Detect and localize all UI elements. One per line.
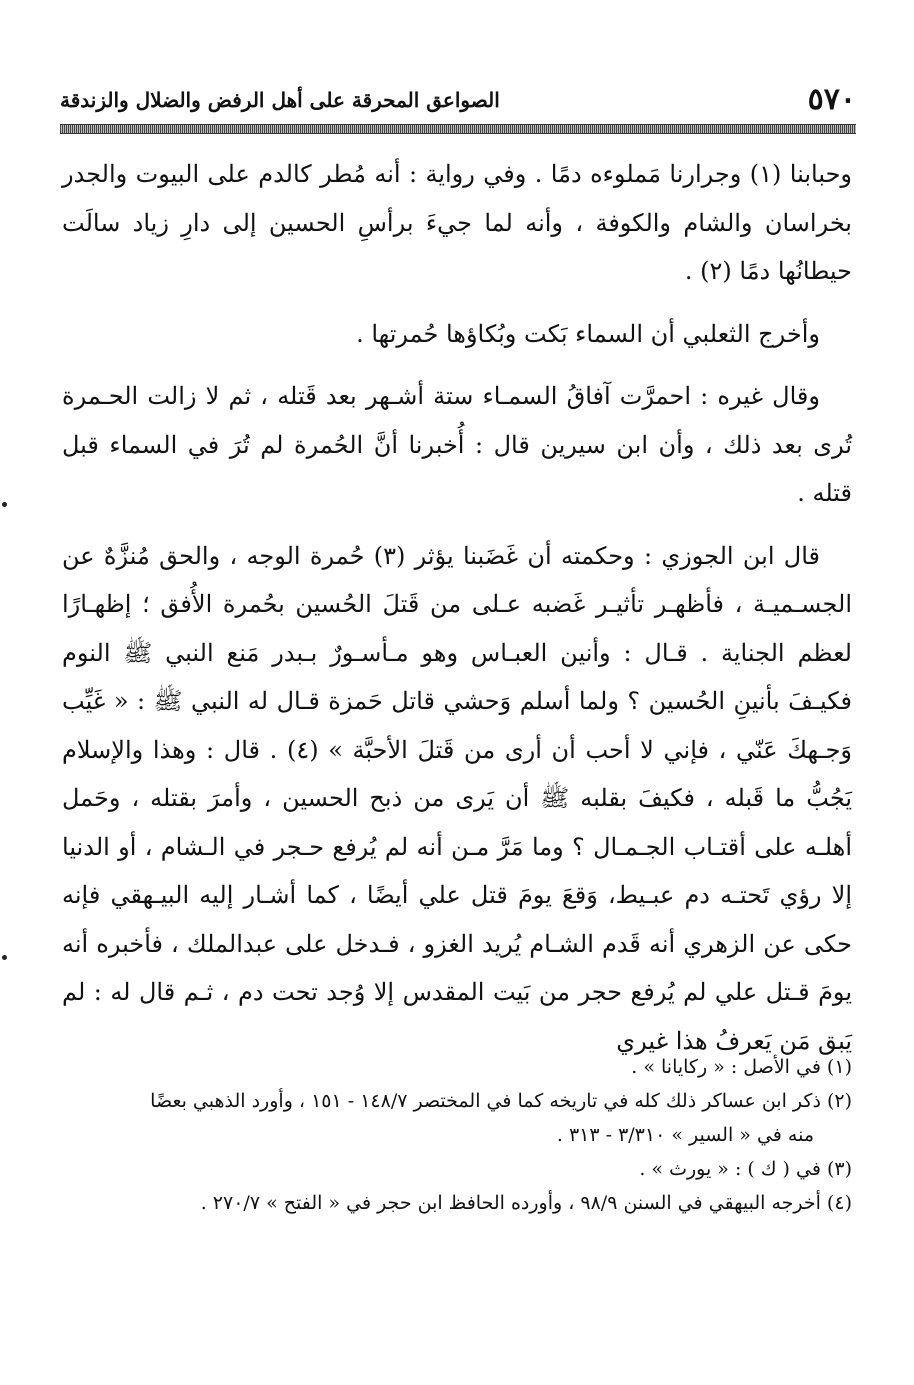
footnote-2-continuation: منه في « السير » ٣/٣١٠ - ٣١٣ . — [556, 1124, 814, 1146]
footnote-1: (١) في الأصل : « ركايانا » . — [631, 1056, 852, 1078]
paragraph-4: قال ابن الجوزي : وحكمته أن غَضَبنا يؤثر (٣) حُمرة الوجه ، والحق مُنزَّهٌ عن الجسـميـة ، فأظهـر تأثيـر غَضبه عـلى من قَتلَ الحُسين بحُمرة الأُفق ؛ إظهـارًا لعظم الجناية . قـال : وأنين العبـاس وهو مـأسـورٌ بـبدر مَنع النبي ﷺ النوم فكيـفَ بأنينِ الحُسين ؟ ولما أسلم وَحشي قاتل حَمزة قـال له النبي ﷺ : « غَيِّب وَجـهكَ عَنّي ، فإني لا أحب أن أرى من قَتلَ الأحبَّة » (٤) . قال : وهذا والإسلام يَجُبُّ ما قَبله ، فكيفَ بقلبه ﷺ أن يَرى من ذبح الحسين ، وأمرَ بقتله ، وحَمل أهلـه على أقتـاب الجـمـال ؟ وما مَرَّ مـن أنه لم يُرفع حـجر في الـشام ، أو الدنيا إلا رؤي تَحتـه دم عبـيط، وَقعَ يومَ قتل علي أيضًا ، كما أشـار إليه البيـهقي فإنه حكى عن الزهري أنه قَدم الشـام يُريد الغزو ، فـدخل على عبدالملك ، فأخبره أنه يومَ قـتل علي لم يُرفع حجر من بَيت المقدس إلا وُجد تحت دم ، ثـم قال له : لم يَبق مَن يَعرفُ هذا غيري — [62, 541, 853, 1055]
page-header — [60, 80, 856, 120]
paragraph-3: وقال غيره : احمرَّت آفاقُ السمـاء ستة أشـهر بعد قَتله ، ثم لا زالت الحـمرة تُرى بعد ذلك ، وأن ابن سيرين قال : أُخبرنا أنَّ الحُمرة لم تُرَ في السماء قبل قتله . — [62, 382, 852, 507]
paragraph-1: وحبابنا (١) وجرارنا مَملوءه دمًا . وفي رواية : أنه مُطر كالدم على البيوت والجدر بخراسان والشام والكوفة ، وأنه لما جيءَ برأسِ الحسين إلى دارِ زياد سالَت حيطانُها دمًا (٢) . — [62, 160, 852, 285]
header-rule — [60, 124, 856, 134]
page-number: ٥٧٠ — [807, 82, 856, 117]
scan-mark — [2, 955, 7, 960]
scan-mark — [2, 502, 7, 507]
paragraph-2: وأخرج الثعلبي أن السماء بَكت وبُكاؤها حُمرتها . — [356, 319, 820, 348]
footnote-4: (٤) أخرجه البيهقي في السنن ٩٨/٩ ، وأورده الحافظ ابن حجر في « الفتح » ٢٧٠/٧ . — [200, 1192, 852, 1214]
main-text — [62, 150, 852, 1065]
running-title: الصواعق المحرقة على أهل الرفض والضلال والزندقة — [60, 88, 500, 112]
footnotes — [62, 1050, 852, 1220]
footnote-3: (٣) في ( ك ) : « يورث » . — [639, 1158, 852, 1180]
footnote-2: (٢) ذكر ابن عساكر ذلك كله في تاريخه كما في المختصر ١٤٨/٧ - ١٥١ ، وأورد الذهبي بعضًا — [150, 1090, 852, 1112]
